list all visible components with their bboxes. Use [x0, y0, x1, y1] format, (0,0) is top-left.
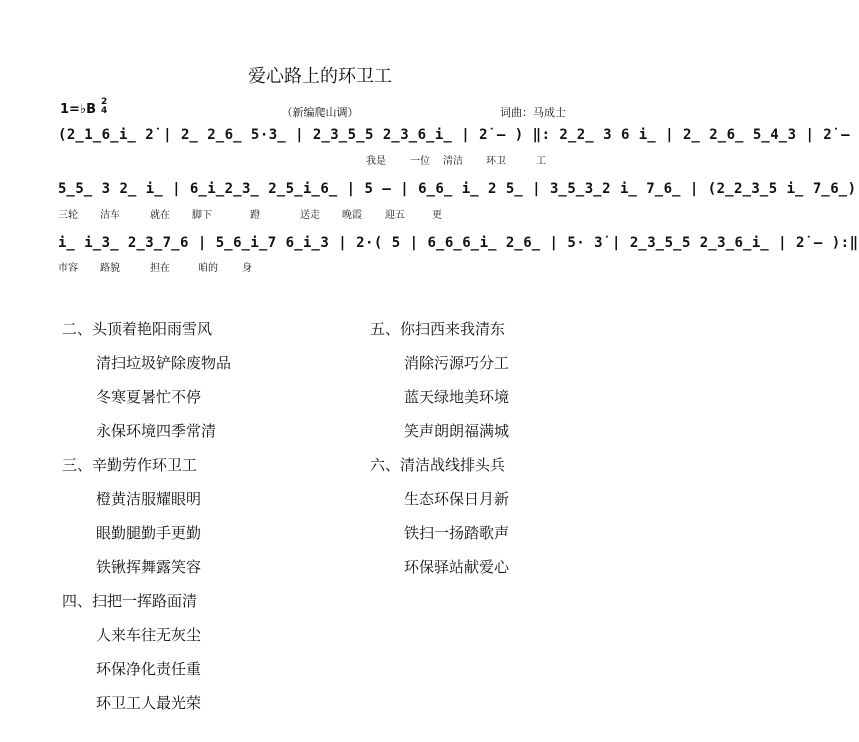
verse-5-line-1: 五、你扫西来我清东 — [370, 320, 506, 338]
style-note: （新编爬山调） — [281, 106, 359, 119]
key-signature: 1=♭B — [60, 102, 96, 117]
song-title: 爱心路上的环卫工 — [248, 66, 392, 87]
lyric-1-4: 工 — [536, 156, 546, 167]
verse-4-line-2: 人来车往无灰尘 — [96, 626, 202, 644]
verse-6-line-2: 生态环保日月新 — [404, 490, 510, 508]
verse-6-line-3: 铁扫一扬踏歌声 — [404, 524, 510, 542]
verse-6-line-4: 环保驿站献爱心 — [404, 558, 510, 576]
lyric-1-0: 我是 — [366, 156, 386, 167]
verse-3-line-1: 三、辛勤劳作环卫工 — [62, 456, 198, 474]
verse-5-line-3: 蓝天绿地美环境 — [404, 388, 510, 406]
lyric-3-1: 路貌 — [100, 263, 120, 274]
time-signature-bottom: 4 — [101, 106, 108, 116]
lyric-2-7: 迎五 — [385, 210, 405, 221]
lyric-2-5: 送走 — [300, 210, 320, 221]
verse-5-line-4: 笑声朗朗福满城 — [404, 422, 510, 440]
verse-2-line-3: 冬寒夏暑忙不停 — [96, 388, 202, 406]
verse-4-line-3: 环保净化责任重 — [96, 660, 202, 678]
verse-5-line-2: 消除污源巧分工 — [404, 354, 510, 372]
verse-3-line-4: 铁锹挥舞露笑容 — [96, 558, 202, 576]
lyric-1-2: 清洁 — [443, 156, 463, 167]
lyric-1-1: 一位 — [410, 156, 430, 167]
verse-4-line-1: 四、扫把一挥路面清 — [62, 592, 198, 610]
lyric-2-8: 更 — [432, 210, 442, 221]
verse-2-line-4: 永保环境四季常清 — [96, 422, 217, 440]
lyric-2-2: 就在 — [150, 210, 170, 221]
verses-right-column — [370, 318, 620, 598]
verse-3-line-3: 眼勤腿勤手更勤 — [96, 524, 202, 542]
lyric-3-4: 身 — [242, 263, 252, 274]
verses-left-column — [62, 318, 332, 738]
lyric-1-3: 环卫 — [486, 156, 506, 167]
lyric-2-6: 晚霞 — [342, 210, 362, 221]
score-line-2: 5̲5̲ 3 2̲ i̲ | 6̲i̲2̲3̲ 2̲5̲i̲6̲ | 5 – | 6̲6̲ i̲ 2 5̲ | 3̲5̲3̲2 i̲ 7̲6̲ | (2̲2̲3̲5 i̲ 7̲6̲) — [58, 181, 857, 197]
lyric-3-2: 担在 — [150, 263, 170, 274]
score-line-3: i̲ i̲3̲ 2̲3̲7̲6 | 5̲6̲i̲7 6̲i̲3 | 2·( 5 | 6̲6̲6̲i̲ 2̲6̲ | 5· 3̇ | 2̲3̲5̲5 2̲3̲6̲i̲ | 2̇ – ):‖ — [58, 235, 859, 251]
lyric-3-0: 市容 — [58, 263, 78, 274]
verse-6-line-1: 六、清洁战线排头兵 — [370, 456, 506, 474]
score-line-1: (2̲1̲6̲i̲ 2̇ | 2̲ 2̲6̲ 5·3̲ | 2̲3̲5̲5 2̲3̲6̲i̲ | 2̇ – ) ‖: 2̲2̲ 3 6 i̲ | 2̲ 2̲6̲ 5̲4̲3 | 2̇ – — [58, 127, 851, 143]
lyric-2-3: 脚下 — [192, 210, 212, 221]
verse-4-line-4: 环卫工人最光荣 — [96, 694, 202, 712]
lyric-2-1: 洁车 — [100, 210, 120, 221]
composer-credit: 词曲：马成士 — [500, 106, 566, 119]
verse-3-line-2: 橙黄洁服耀眼明 — [96, 490, 202, 508]
time-signature-top: 2 — [101, 97, 108, 107]
verse-2-line-1: 二、头顶着艳阳雨雪风 — [62, 320, 213, 338]
lyric-2-0: 三轮 — [58, 210, 78, 221]
verse-2-line-2: 清扫垃圾铲除废物品 — [96, 354, 232, 372]
lyric-3-3: 咱的 — [198, 263, 218, 274]
lyric-2-4: 蹬 — [250, 210, 260, 221]
